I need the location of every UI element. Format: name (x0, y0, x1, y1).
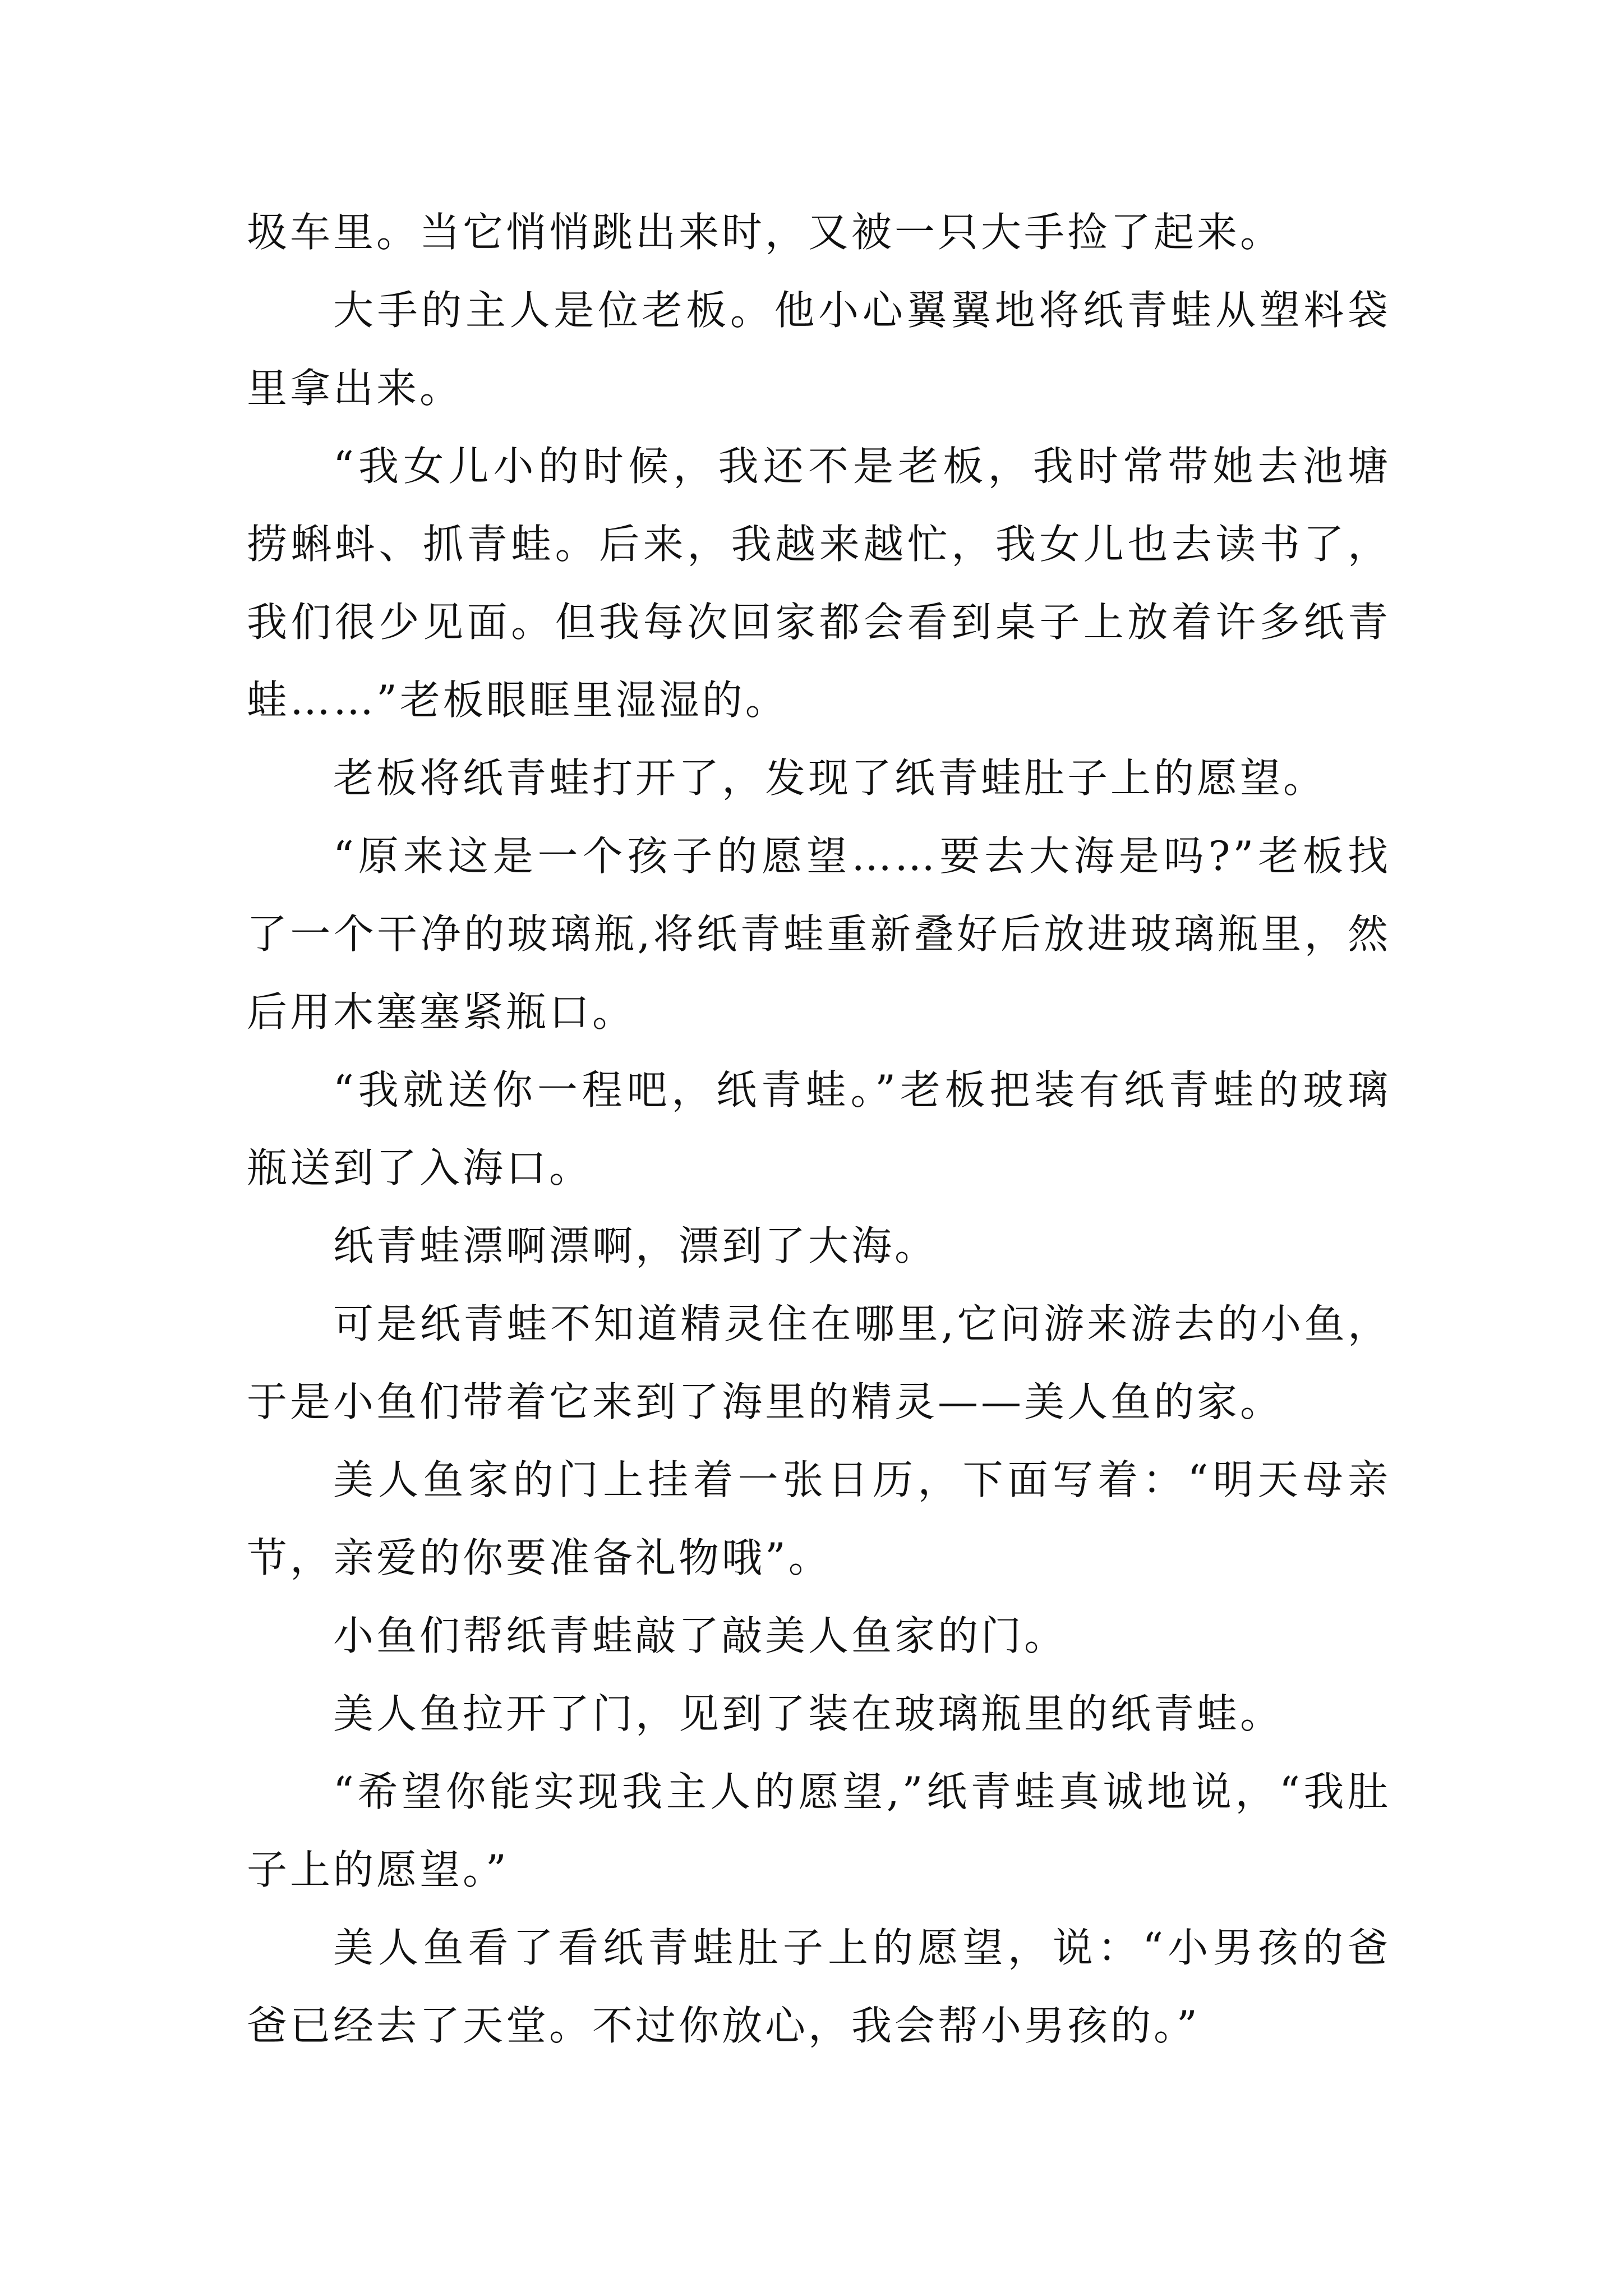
paragraph: 纸青蛙漂啊漂啊，漂到了大海。 (333, 1222, 938, 1269)
paragraph: “我就送你一程吧，纸青蛙。”老板把装有纸青蛙的玻璃瓶送到了入海口。 (247, 1066, 1391, 1191)
paragraph: 可是纸青蛙不知道精灵住在哪里,它问游来游去的小鱼，于是小鱼们带着它来到了海里的精灵——美人鱼的家。 (247, 1300, 1391, 1425)
paragraph: “希望你能实现我主人的愿望,”纸青蛙真诚地说，“我肚子上的愿望。” (247, 1768, 1391, 1893)
paragraph: 美人鱼看了看纸青蛙肚子上的愿望，说：“小男孩的爸爸已经去了天堂。不过你放心，我会帮小男孩的。” (247, 1924, 1391, 2049)
paragraph: 老板将纸青蛙打开了，发现了纸青蛙肚子上的愿望。 (333, 754, 1327, 802)
paragraph: 美人鱼家的门上挂着一张日历，下面写着：“明天母亲节，亲爱的你要准备礼物哦”。 (247, 1456, 1391, 1581)
paragraph: 大手的主人是位老板。他小心翼翼地将纸青蛙从塑料袋里拿出来。 (247, 287, 1391, 412)
paragraph: 小鱼们帮纸青蛙敲了敲美人鱼家的门。 (333, 1612, 1068, 1659)
paragraph: 美人鱼拉开了门，见到了装在玻璃瓶里的纸青蛙。 (333, 1690, 1284, 1737)
paragraph-continued: 圾车里。当它悄悄跳出来时，又被一只大手捡了起来。 (247, 209, 1284, 256)
paragraph: “原来这是一个孩子的愿望……要去大海是吗?”老板找了一个干净的玻璃瓶,将纸青蛙重新叠好后放进玻璃瓶里，然后用木塞塞紧瓶口。 (247, 832, 1391, 1036)
story-text (247, 194, 1391, 2065)
paragraph: “我女儿小的时候，我还不是老板，我时常带她去池塘捞蝌蚪、抓青蛙。后来，我越来越忙，我女儿也去读书了，我们很少见面。但我每次回家都会看到桌子上放着许多纸青蛙……”老板眼眶里湿湿的。 (247, 443, 1391, 724)
